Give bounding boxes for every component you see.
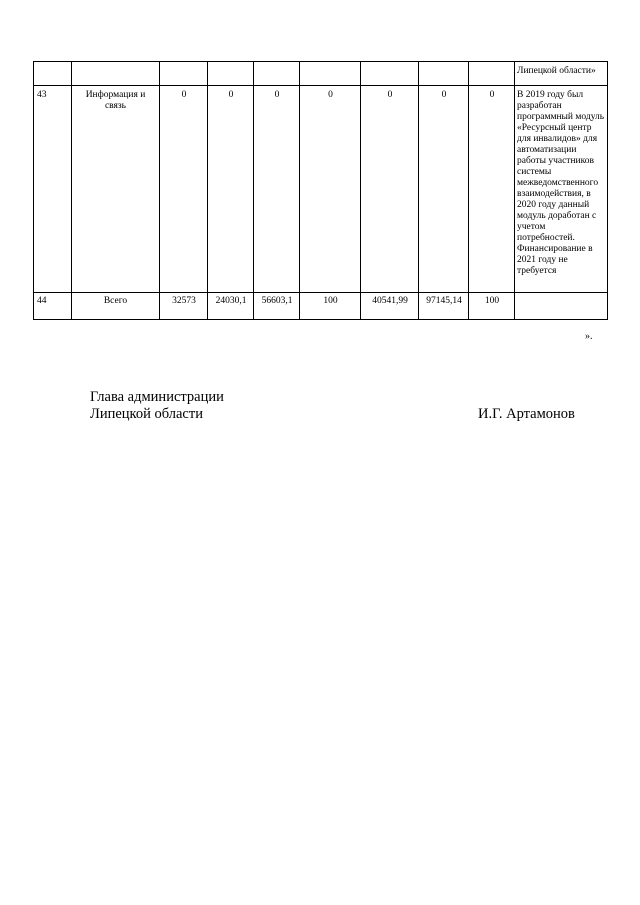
table-cell <box>300 62 361 86</box>
value-cell: 97145,14 <box>419 293 469 320</box>
table-row <box>34 86 608 293</box>
note-cell <box>515 293 608 320</box>
note-cell: Липецкой области» <box>515 62 608 86</box>
signature-position-line1: Глава администрации <box>90 389 224 405</box>
value-cell: 0 <box>208 86 254 293</box>
table-cell <box>361 62 419 86</box>
value-cell: 56603,1 <box>254 293 300 320</box>
value-cell: 24030,1 <box>208 293 254 320</box>
value-cell: 0 <box>254 86 300 293</box>
table-cell <box>469 62 515 86</box>
closing-quote-mark: ». <box>585 331 593 342</box>
value-cell: 100 <box>300 293 361 320</box>
value-cell: 0 <box>361 86 419 293</box>
row-number: 43 <box>34 86 72 293</box>
note-cell: В 2019 году был разработан программный модуль «Ресурсный центр для инвалидов» для автоматизации работы участников системы межведомственного взаимодействия, в 2020 году данный модуль доработан с учетом потребностей. Финансирование в 2021 году не требуется <box>515 86 608 293</box>
value-cell: 0 <box>160 86 208 293</box>
table-cell <box>160 62 208 86</box>
table-cell <box>72 62 160 86</box>
table-cell <box>254 62 300 86</box>
table-row-total <box>34 293 608 320</box>
value-cell: 0 <box>419 86 469 293</box>
value-cell: 32573 <box>160 293 208 320</box>
table-row-continued <box>34 62 608 86</box>
table-cell <box>208 62 254 86</box>
budget-table <box>33 61 608 320</box>
row-name: Информация и связь <box>72 86 160 293</box>
value-cell: 0 <box>300 86 361 293</box>
value-cell: 0 <box>469 86 515 293</box>
table-cell <box>34 62 72 86</box>
signature-position-line2: Липецкой области <box>90 406 203 422</box>
table-cell <box>419 62 469 86</box>
signature-name: И.Г. Артамонов <box>478 406 575 422</box>
value-cell: 40541,99 <box>361 293 419 320</box>
row-name: Всего <box>72 293 160 320</box>
row-number: 44 <box>34 293 72 320</box>
value-cell: 100 <box>469 293 515 320</box>
